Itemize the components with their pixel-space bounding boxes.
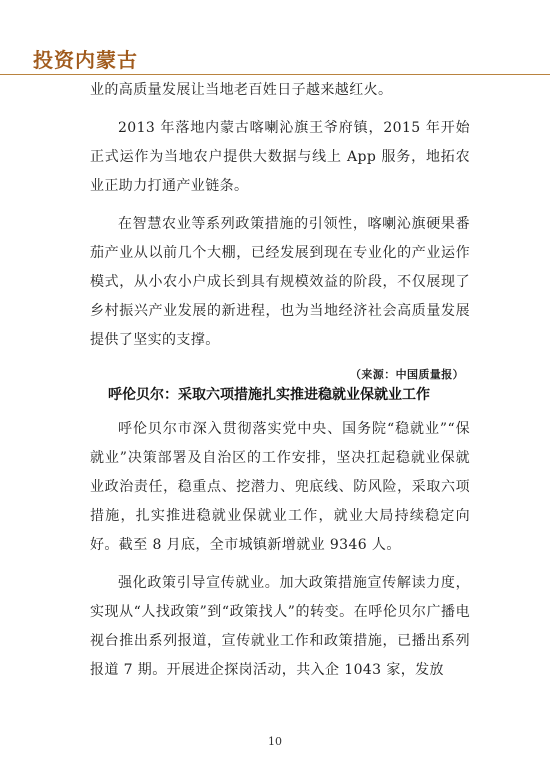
paragraph-continuation: 业的高质量发展让当地老百姓日子越来越红火。 [90,82,393,98]
paragraph: 2013 年落地内蒙古喀喇沁旗王爷府镇，2015 年开始正式运作为当地农户提供大数据与线上 App 服务，地拓农业正助力打通产业链条。 [90,120,470,194]
header-divider [0,74,550,75]
source-citation: （来源：中国质量报） [350,368,464,381]
page-number: 10 [268,735,282,748]
section-heading: 呼伦贝尔：采取六项措施扎实推进稳就业保就业工作 [108,387,430,403]
article-block-2 [90,415,470,694]
paragraph: 在智慧农业等系列政策措施的引领性，喀喇沁旗硬果番茄产业从以前几个大棚，已经发展到现在专业化的产业运作模式，从小农小户成长到具有规模效益的阶段，不仅展现了乡村振兴产业发展的新进程，也为当地经济社会高质量发展提供了坚实的支撑。 [90,216,470,348]
page-header-title: 投资内蒙古 [33,48,138,72]
paragraph: 强化政策引导宣传就业。加大政策措施宣传解读力度，实现从“人找政策”到“政策找人”的转变。在呼伦贝尔广播电视台推出系列报道，宣传就业工作和政策措施，已播出系列报道 7 期。开展进企探岗活动，共入企 1043 家，发放 [90,575,470,678]
article-block-1 [90,76,470,389]
paragraph: 呼伦贝尔市深入贯彻落实党中央、国务院“稳就业”“保就业”决策部署及自治区的工作安排，坚决扛起稳就业保就业政治责任，稳重点、挖潜力、兜底线、防风险，采取六项措施，扎实推进稳就业保就业工作，就业大局持续稳定向好。截至 8 月底，全市城镇新增就业 9346 人。 [90,421,470,553]
